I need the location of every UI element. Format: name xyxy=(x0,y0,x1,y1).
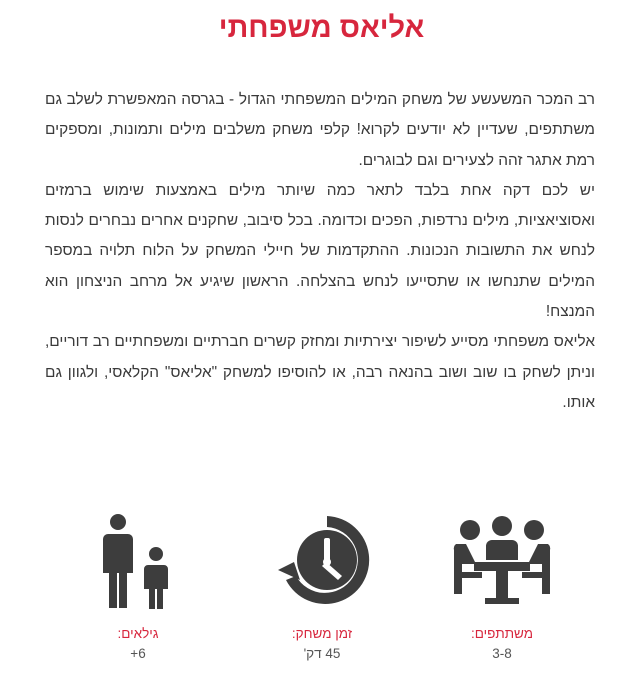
time-label: זמן משחק: xyxy=(291,626,353,641)
product-description xyxy=(45,85,595,418)
feature-players xyxy=(412,510,592,664)
game-features xyxy=(0,510,643,687)
feature-ages xyxy=(48,510,228,664)
players-value: 3-8 xyxy=(492,646,512,661)
time-value: 45 דק' xyxy=(303,646,341,661)
description-paragraph: אליאס משפחתי מסייע לשיפור יצירתיות ומחזק קשרים חברתיים ומשפחתיים רב דוריים, וניתן לשחק בו שוב ושוב בהנאה רבה, או להוסיפו למשחק "אליאס" הקלאסי, ולגוון גם אותו. xyxy=(45,333,595,411)
ages-value: 6+ xyxy=(130,646,146,661)
clock-history-icon xyxy=(272,510,372,610)
players-table-icon xyxy=(452,510,552,610)
ages-label: גילאים: xyxy=(117,626,159,641)
description-paragraph: רב המכר המשעשע של משחק המילים המשפחתי הגדול - בגרסה המאפשרת לשלב גם משתתפים, שעדיין לא יודעים לקרוא! קלפי משחק משלבים מילים ותמונות, ומספקים רמת אתגר זהה לצעירים וגם לבוגרים. xyxy=(45,91,595,169)
page-title: אליאס משפחתי xyxy=(218,12,425,44)
feature-time xyxy=(232,510,412,664)
players-label: משתתפים: xyxy=(470,626,534,641)
adult-child-icon xyxy=(88,510,188,610)
description-paragraph: יש לכם דקה אחת בלבד לתאר כמה שיותר מילים באמצעות שימוש ברמזים ואסוציאציות, מילים נרדפות, הפכים וכדומה. בכל סיבוב, שחקנים אחרים נבחרים לנסות לנחש את התשובות הנכונות. ההתקדמות של חיילי המשחק על הלוח תלויה במספר המילים שתנחשו או שתסייעו לנחש בהצלחה. הראשון שיגיע אל מרחב הניצחון הוא המנצח! xyxy=(45,181,595,321)
